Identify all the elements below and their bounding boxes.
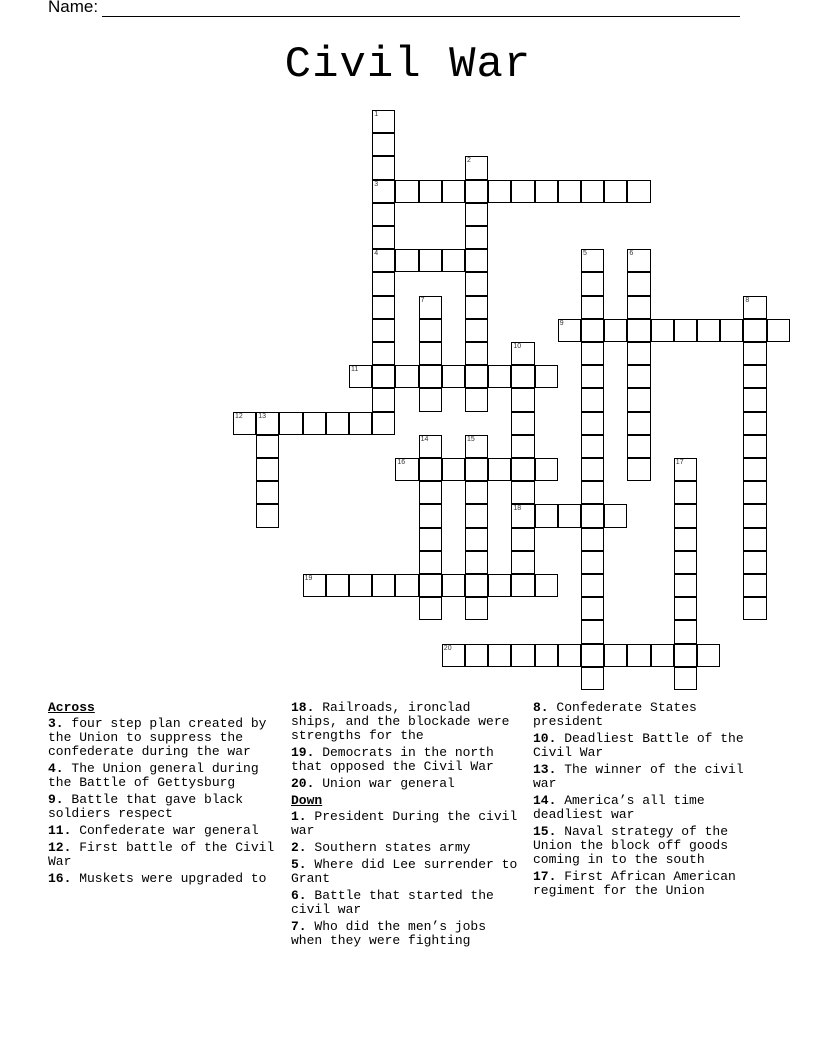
grid-cell[interactable]	[256, 435, 279, 458]
grid-cell[interactable]	[743, 504, 766, 527]
down-heading: Down	[291, 793, 323, 808]
clue-item	[291, 920, 523, 948]
clue-item	[48, 762, 280, 790]
grid-cell[interactable]	[349, 412, 372, 435]
grid-cell[interactable]	[372, 365, 395, 388]
grid-cell[interactable]	[372, 249, 395, 272]
grid-cell[interactable]	[442, 644, 465, 667]
grid-cell[interactable]	[511, 458, 534, 481]
grid-cell[interactable]	[256, 458, 279, 481]
clue-number-label: 4.	[48, 761, 64, 776]
grid-cell[interactable]	[627, 249, 650, 272]
clues-column-1	[48, 701, 280, 889]
clue-text: Democrats in the north that opposed the Civil War	[291, 745, 494, 774]
grid-cell[interactable]	[511, 412, 534, 435]
grid-cell[interactable]	[419, 365, 442, 388]
grid-cell[interactable]	[743, 365, 766, 388]
clue-text: Battle that started the civil war	[291, 888, 494, 917]
grid-cell[interactable]	[465, 574, 488, 597]
clue-number-label: 14.	[533, 793, 557, 808]
grid-cell[interactable]	[488, 180, 511, 203]
grid-cell[interactable]	[535, 180, 558, 203]
grid-cell[interactable]	[372, 110, 395, 133]
across-clue-list-continued	[291, 701, 523, 791]
grid-cell[interactable]	[465, 481, 488, 504]
grid-cell[interactable]	[627, 272, 650, 295]
clue-number-label: 20.	[291, 776, 315, 791]
clue-text: Who did the men’s jobs when they were fighting	[291, 919, 487, 948]
grid-cell[interactable]	[465, 528, 488, 551]
grid-cell[interactable]	[465, 296, 488, 319]
grid-cell[interactable]	[465, 504, 488, 527]
grid-cell[interactable]	[627, 342, 650, 365]
grid-cell[interactable]	[627, 458, 650, 481]
grid-cell[interactable]	[419, 435, 442, 458]
grid-cell[interactable]	[674, 319, 697, 342]
grid-cell[interactable]	[604, 504, 627, 527]
grid-cell[interactable]	[442, 574, 465, 597]
grid-cell[interactable]	[581, 249, 604, 272]
clue-number: 1	[374, 111, 379, 118]
grid-cell[interactable]	[581, 667, 604, 690]
grid-cell[interactable]	[558, 180, 581, 203]
grid-cell[interactable]	[697, 319, 720, 342]
grid-cell[interactable]	[581, 342, 604, 365]
grid-cell[interactable]	[465, 388, 488, 411]
clue-number-label: 11.	[48, 823, 72, 838]
grid-cell[interactable]	[395, 574, 418, 597]
grid-cell[interactable]	[465, 249, 488, 272]
grid-cell[interactable]	[511, 644, 534, 667]
grid-cell[interactable]	[674, 620, 697, 643]
clue-text: Naval strategy of the Union the block off goods coming in to the south	[533, 824, 729, 867]
grid-cell[interactable]	[511, 528, 534, 551]
grid-cell[interactable]	[535, 504, 558, 527]
grid-cell[interactable]	[604, 180, 627, 203]
grid-cell[interactable]	[419, 458, 442, 481]
clue-number-label: 3.	[48, 716, 64, 731]
clue-text: Muskets were upgraded to	[71, 871, 267, 886]
grid-cell[interactable]	[535, 365, 558, 388]
clue-number-label: 1.	[291, 809, 307, 824]
across-clue-list	[48, 717, 280, 886]
grid-cell[interactable]	[743, 458, 766, 481]
clue-item	[291, 777, 523, 791]
grid-cell[interactable]	[743, 435, 766, 458]
down-clue-list	[291, 810, 523, 948]
grid-cell[interactable]	[419, 296, 442, 319]
clue-item	[533, 794, 765, 822]
clue-text: Union war general	[314, 776, 455, 791]
grid-cell[interactable]	[442, 249, 465, 272]
clue-number: 6	[629, 250, 634, 258]
grid-cell[interactable]	[743, 574, 766, 597]
grid-cell[interactable]	[511, 551, 534, 574]
clue-number-label: 17.	[533, 869, 557, 884]
grid-cell[interactable]	[581, 458, 604, 481]
grid-cell[interactable]	[395, 180, 418, 203]
grid-cell[interactable]	[395, 249, 418, 272]
clue-number-label: 7.	[291, 919, 307, 934]
grid-cell[interactable]	[627, 365, 650, 388]
grid-cell[interactable]	[465, 203, 488, 226]
grid-cell[interactable]	[465, 156, 488, 179]
grid-cell[interactable]	[535, 574, 558, 597]
clue-number: 15	[467, 435, 475, 443]
grid-cell[interactable]	[419, 504, 442, 527]
clue-number: 12	[235, 412, 243, 420]
clue-number: 19	[304, 575, 313, 582]
grid-cell[interactable]	[581, 296, 604, 319]
clue-text: Where did Lee surrender to Grant	[291, 857, 518, 886]
grid-cell[interactable]	[465, 644, 488, 667]
grid-cell[interactable]	[465, 435, 488, 458]
grid-cell[interactable]	[419, 342, 442, 365]
grid-cell[interactable]	[581, 620, 604, 643]
grid-cell[interactable]	[372, 203, 395, 226]
clue-number-label: 9.	[48, 792, 64, 807]
clue-item	[291, 701, 523, 743]
grid-cell[interactable]	[465, 365, 488, 388]
clues-column-3	[533, 701, 765, 901]
grid-cell[interactable]	[743, 296, 766, 319]
grid-cell[interactable]	[581, 365, 604, 388]
grid-cell[interactable]	[419, 180, 442, 203]
grid-cell[interactable]	[465, 319, 488, 342]
puzzle-title: Civil War	[284, 40, 532, 90]
clue-item	[533, 825, 765, 867]
clue-item	[533, 732, 765, 760]
clue-number: 3	[374, 180, 379, 188]
grid-cell[interactable]	[767, 319, 790, 342]
grid-cell[interactable]	[674, 574, 697, 597]
clue-item	[533, 763, 765, 791]
across-heading: Across	[48, 700, 95, 715]
grid-cell[interactable]	[419, 388, 442, 411]
grid-cell[interactable]	[465, 180, 488, 203]
grid-cell[interactable]	[419, 574, 442, 597]
grid-cell[interactable]	[581, 574, 604, 597]
grid-cell[interactable]	[743, 412, 766, 435]
grid-cell[interactable]	[303, 574, 326, 597]
clue-number: 5	[583, 250, 587, 258]
clue-text: Confederate States president	[533, 700, 697, 729]
clue-number: 11	[351, 366, 359, 374]
grid-cell[interactable]	[372, 156, 395, 179]
name-label: Name:	[48, 0, 99, 16]
grid-cell[interactable]	[465, 458, 488, 481]
grid-cell[interactable]	[581, 388, 604, 411]
grid-cell[interactable]	[581, 435, 604, 458]
clue-item	[291, 841, 523, 855]
grid-cell[interactable]	[581, 597, 604, 620]
clue-number-label: 12.	[48, 840, 72, 855]
grid-cell[interactable]	[419, 597, 442, 620]
clue-number: 10	[513, 343, 522, 350]
clue-item	[48, 717, 280, 759]
clue-text: First battle of the Civil War	[48, 840, 275, 869]
clue-number: 14	[420, 435, 429, 443]
clue-item	[533, 701, 765, 729]
grid-cell[interactable]	[511, 504, 534, 527]
grid-cell[interactable]	[627, 296, 650, 319]
grid-cell[interactable]	[326, 574, 349, 597]
grid-cell[interactable]	[627, 388, 650, 411]
grid-cell[interactable]	[581, 272, 604, 295]
grid-cell[interactable]	[349, 574, 372, 597]
clue-item	[48, 841, 280, 869]
grid-cell[interactable]	[651, 644, 674, 667]
grid-cell[interactable]	[465, 226, 488, 249]
grid-cell[interactable]	[488, 574, 511, 597]
grid-cell[interactable]	[535, 644, 558, 667]
grid-cell[interactable]	[743, 528, 766, 551]
grid-cell[interactable]	[627, 180, 650, 203]
grid-cell[interactable]	[511, 435, 534, 458]
grid-cell[interactable]	[372, 133, 395, 156]
clue-number: 2	[467, 157, 471, 165]
grid-cell[interactable]	[535, 458, 558, 481]
clue-item	[48, 793, 280, 821]
grid-cell[interactable]	[674, 644, 697, 667]
grid-cell[interactable]	[372, 226, 395, 249]
grid-cell[interactable]	[743, 481, 766, 504]
grid-cell[interactable]	[233, 412, 256, 435]
grid-cell[interactable]	[488, 644, 511, 667]
grid-cell[interactable]	[372, 272, 395, 295]
clue-number-label: 18.	[291, 700, 315, 715]
grid-cell[interactable]	[303, 412, 326, 435]
clue-number: 8	[745, 296, 750, 304]
grid-cell[interactable]	[372, 296, 395, 319]
grid-cell[interactable]	[581, 180, 604, 203]
clue-number-label: 5.	[291, 857, 307, 872]
grid-cell[interactable]	[743, 342, 766, 365]
clue-text: America’s all time deadliest war	[533, 793, 705, 822]
clue-number-label: 19.	[291, 745, 315, 760]
clue-text: Southern states army	[306, 840, 471, 855]
clue-number: 9	[559, 319, 564, 327]
clue-item	[48, 872, 280, 886]
grid-cell[interactable]	[349, 365, 372, 388]
grid-cell[interactable]	[326, 412, 349, 435]
grid-cell[interactable]	[674, 458, 697, 481]
grid-cell[interactable]	[442, 180, 465, 203]
grid-cell[interactable]	[720, 319, 743, 342]
clue-text: Confederate war general	[71, 823, 259, 838]
down-clue-list-continued	[533, 701, 765, 898]
grid-cell[interactable]	[674, 667, 697, 690]
clue-number: 17	[675, 459, 684, 466]
clue-item	[533, 870, 765, 898]
clue-number-label: 10.	[533, 731, 557, 746]
grid-cell[interactable]	[511, 342, 534, 365]
grid-cell[interactable]	[511, 365, 534, 388]
clue-text: Railroads, ironclad ships, and the blockade were strengths for the	[291, 700, 510, 743]
grid-cell[interactable]	[256, 481, 279, 504]
clue-number-label: 8.	[533, 700, 549, 715]
clue-number: 7	[420, 296, 425, 304]
grid-cell[interactable]	[697, 644, 720, 667]
grid-cell[interactable]	[372, 180, 395, 203]
grid-cell[interactable]	[674, 551, 697, 574]
clues-column-2	[291, 701, 523, 951]
clue-text: four step plan created by the Union to suppress the confederate during the war	[48, 716, 267, 759]
clue-item	[291, 889, 523, 917]
clue-item	[291, 810, 523, 838]
grid-cell[interactable]	[627, 412, 650, 435]
grid-cell[interactable]	[627, 319, 650, 342]
grid-cell[interactable]	[651, 319, 674, 342]
grid-cell[interactable]	[372, 574, 395, 597]
grid-cell[interactable]	[419, 319, 442, 342]
grid-cell[interactable]	[581, 319, 604, 342]
grid-cell[interactable]	[581, 644, 604, 667]
grid-cell[interactable]	[511, 388, 534, 411]
clue-number: 20	[443, 644, 452, 652]
grid-cell[interactable]	[558, 319, 581, 342]
clue-number: 16	[397, 459, 406, 466]
grid-cell[interactable]	[419, 551, 442, 574]
grid-cell[interactable]	[604, 644, 627, 667]
grid-cell[interactable]	[627, 435, 650, 458]
grid-cell[interactable]	[581, 551, 604, 574]
grid-cell[interactable]	[743, 319, 766, 342]
clue-item	[48, 824, 280, 838]
grid-cell[interactable]	[743, 388, 766, 411]
grid-cell[interactable]	[395, 458, 418, 481]
grid-cell[interactable]	[511, 481, 534, 504]
grid-cell[interactable]	[395, 365, 418, 388]
grid-cell[interactable]	[465, 272, 488, 295]
clue-number: 13	[258, 412, 266, 420]
clue-number-label: 6.	[291, 888, 307, 903]
grid-cell[interactable]	[372, 388, 395, 411]
grid-cell[interactable]	[372, 412, 395, 435]
clue-text: The Union general during the Battle of Gettysburg	[48, 761, 259, 790]
clue-text: President During the civil war	[291, 809, 518, 838]
clue-text: Deadliest Battle of the Civil War	[533, 731, 744, 760]
clue-text: The winner of the civil war	[533, 762, 744, 791]
grid-cell[interactable]	[558, 504, 581, 527]
grid-cell[interactable]	[581, 504, 604, 527]
grid-cell[interactable]	[674, 504, 697, 527]
grid-cell[interactable]	[743, 551, 766, 574]
grid-cell[interactable]	[581, 481, 604, 504]
grid-cell[interactable]	[581, 528, 604, 551]
clue-text: Battle that gave black soldiers respect	[48, 792, 244, 821]
clue-number-label: 2.	[291, 840, 307, 855]
grid-cell[interactable]	[372, 319, 395, 342]
grid-cell[interactable]	[372, 342, 395, 365]
grid-cell[interactable]	[465, 597, 488, 620]
grid-cell[interactable]	[488, 458, 511, 481]
grid-cell[interactable]	[511, 180, 534, 203]
grid-cell[interactable]	[511, 574, 534, 597]
grid-cell[interactable]	[627, 644, 650, 667]
grid-cell[interactable]	[604, 319, 627, 342]
grid-cell[interactable]	[256, 412, 279, 435]
grid-cell[interactable]	[558, 644, 581, 667]
grid-cell[interactable]	[674, 481, 697, 504]
grid-cell[interactable]	[488, 365, 511, 388]
grid-cell[interactable]	[279, 412, 302, 435]
clue-item	[291, 746, 523, 774]
grid-cell[interactable]	[465, 342, 488, 365]
grid-cell[interactable]	[256, 504, 279, 527]
grid-cell[interactable]	[581, 412, 604, 435]
grid-cell[interactable]	[674, 597, 697, 620]
clue-number-label: 16.	[48, 871, 72, 886]
grid-cell[interactable]	[674, 528, 697, 551]
clue-text: First African American regiment for the Union	[533, 869, 736, 898]
grid-cell[interactable]	[419, 481, 442, 504]
grid-cell[interactable]	[442, 458, 465, 481]
clue-number-label: 15.	[533, 824, 557, 839]
grid-cell[interactable]	[442, 365, 465, 388]
clue-number: 18	[513, 505, 522, 513]
clue-number: 4	[374, 250, 379, 258]
clue-item	[291, 858, 523, 886]
clue-number-label: 13.	[533, 762, 557, 777]
grid-cell[interactable]	[419, 249, 442, 272]
grid-cell[interactable]	[465, 551, 488, 574]
grid-cell[interactable]	[419, 528, 442, 551]
grid-cell[interactable]	[743, 597, 766, 620]
